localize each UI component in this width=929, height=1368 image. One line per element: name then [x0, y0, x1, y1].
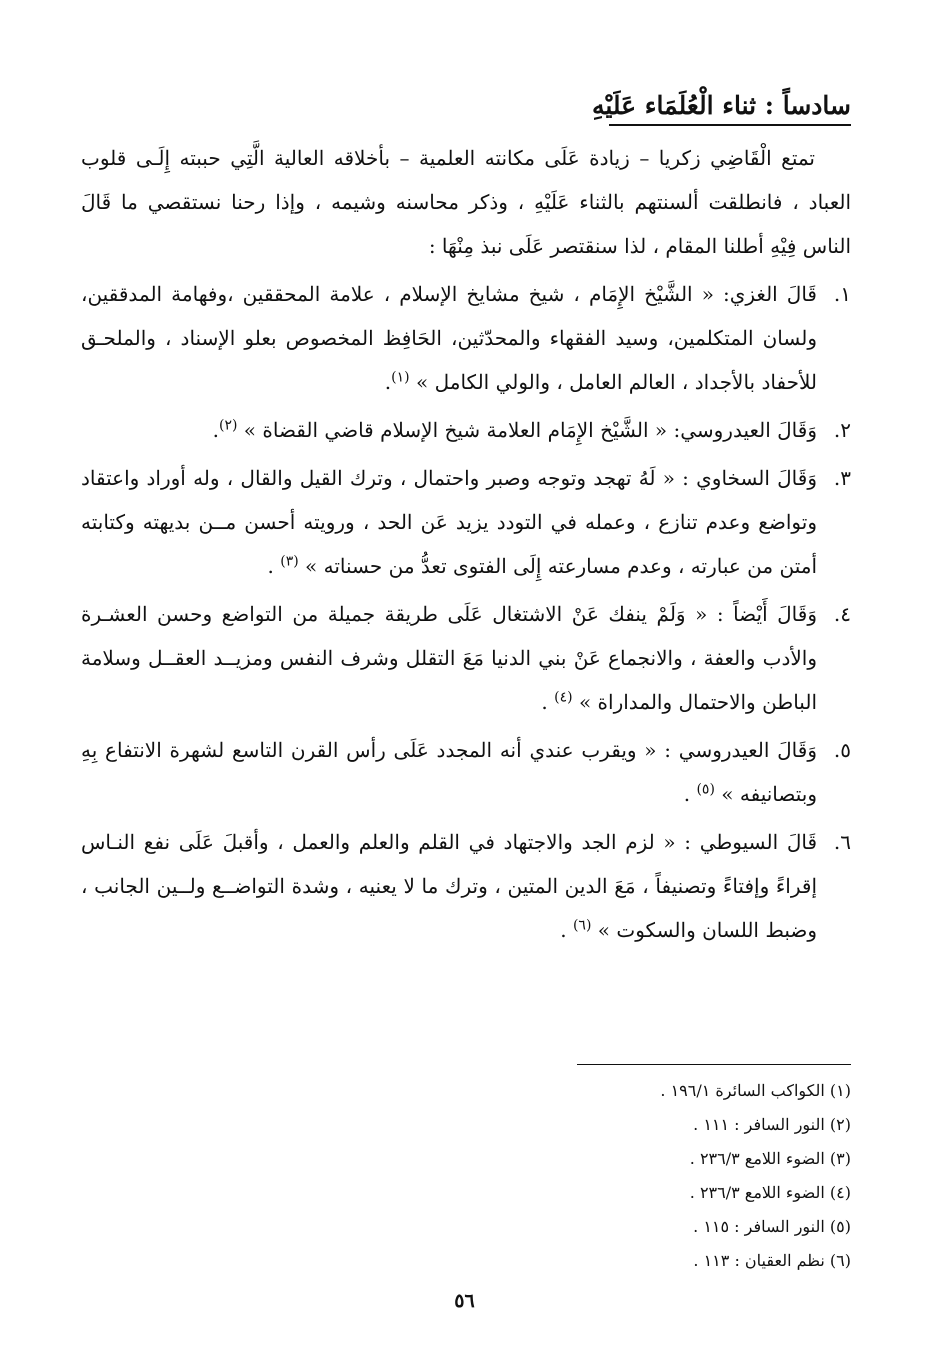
- item-end: .: [560, 918, 567, 942]
- body-text: [81, 136, 851, 956]
- item-end: .: [267, 554, 274, 578]
- item-end: .: [541, 690, 548, 714]
- item-number: ٤.: [833, 602, 851, 626]
- list-item: [81, 272, 851, 404]
- section-heading: سادساً : ثناء الْعُلَمَاء عَلَيْهِ: [591, 91, 851, 120]
- item-text-wrap: [81, 272, 817, 404]
- footnote: (٣) الضوء اللامع ٢٣٦/٣ .: [689, 1149, 851, 1168]
- item-text: وَقَالَ العيدروسي : « ويقرب عندي أنه المجدد عَلَى رأس القرن التاسع لشهرة الانتفاع بِهِ وبتصانيفه »: [81, 738, 817, 806]
- item-number: ٥.: [833, 738, 851, 762]
- item-text-wrap: [81, 408, 817, 452]
- item-text: وَقَالَ أَيْضاً : « وَلَمْ ينفك عَنْ الاشتغال عَلَى طريقة جميلة من التواضع وحسن العشـرة والأدب والعفة ، والانجماع عَنْ بني الدنيا مَعَ التقلل وشرف النفس ومزيــد العقــل وسلامة الباطن والاحتمال والمداراة »: [81, 602, 817, 714]
- list-item: [81, 456, 851, 588]
- item-text: قَالَ الغزي: « الشَّيْخ الإِمَام ، شيخ مشايخ الإسلام ، علامة المحققين ،وفهامة المدققين، ولسان المتكلمين، وسيد الفقهاء والمحدّثين، الحَافِظ المخصوص بعلو الإسناد ، والملحـق للأحفاد بالأجداد ، العالم العامل ، والولي الكامل »: [81, 282, 817, 394]
- footnote-ref: (٢): [218, 417, 238, 434]
- item-text-wrap: [81, 728, 817, 816]
- footnote-ref: (٦): [572, 917, 592, 934]
- footnote-ref: (٤): [554, 689, 573, 706]
- page-number: ٥٦: [454, 1290, 475, 1312]
- heading-underline: [609, 124, 851, 126]
- item-end: .: [384, 370, 392, 394]
- item-number: ٣.: [833, 466, 851, 490]
- footnote-ref: (١): [391, 369, 410, 386]
- item-text: قَالَ السيوطي : « لزم الجد والاجتهاد في القلم والعلم والعمل ، وأقبلَ عَلَى نفع النـاس إقراءً وإفتاءً وتصنيفاً ، مَعَ الدين المتين ، وترك ما لا يعنيه ، وشدة التواضــع ولــين الجانب ، وضبط اللسان والسكوت »: [81, 830, 817, 942]
- list-item: [81, 820, 851, 952]
- item-text: وَقَالَ العيدروسي: « الشَّيْخ الإِمَام العلامة شيخ الإسلام قاضي القضاة »: [243, 418, 817, 442]
- list-item: [81, 728, 851, 816]
- footnote-separator: [577, 1064, 851, 1065]
- list-item: [81, 408, 851, 452]
- footnote-ref: (٣): [280, 553, 299, 570]
- footnote-ref: (٥): [696, 781, 715, 798]
- footnote: (٤) الضوء اللامع ٢٣٦/٣ .: [689, 1183, 851, 1202]
- footnote: (٢) النور السافر : ١١١ .: [693, 1115, 851, 1134]
- item-number: ٢.: [833, 418, 851, 442]
- footnote: (٥) النور السافر : ١١٥ .: [693, 1217, 851, 1236]
- intro-paragraph: تمتع الْقَاضِي زكريا – زيادة عَلَى مكانته العلمية – بأخلاقه العالية الَّتِي حببته إِلَـى قلوب العباد ، فانطلقت ألسنتهم بالثناء عَلَيْهِ ، وذكر محاسنه وشيمه ، وإذا رحنا نستقصي ما قَالَ الناس فِيْهِ أطلنا المقام ، لذا سنقتصر عَلَى نبذ مِنْهَا :: [81, 146, 851, 258]
- item-text: وَقَالَ السخاوي : « لَهُ تهجد وتوجه وصبر واحتمال ، وترك القيل والقال ، وله أوراد واعتقاد وتواضع وعدم تنازع ، وعمله في التودد يزيد عَن الحد ، ورويته أحسن مــن بديهته وكتابته أمتن من عبارته ، وعدم مسارعته إِلَى الفتوى تعدُّ من حسناته »: [81, 466, 817, 578]
- item-end: .: [212, 418, 219, 442]
- footnotes-list: [351, 1074, 851, 1278]
- item-end: .: [683, 782, 691, 806]
- list-item: [81, 592, 851, 724]
- item-text-wrap: [81, 456, 817, 588]
- footnote: (١) الكواكب السائرة ١٩٦/١ .: [660, 1081, 851, 1100]
- item-number: ٦.: [833, 830, 851, 854]
- item-text-wrap: [81, 592, 817, 724]
- item-number: ١.: [833, 282, 851, 306]
- item-text-wrap: [81, 820, 817, 952]
- footnote: (٦) نظم العقيان : ١١٣ .: [693, 1251, 851, 1270]
